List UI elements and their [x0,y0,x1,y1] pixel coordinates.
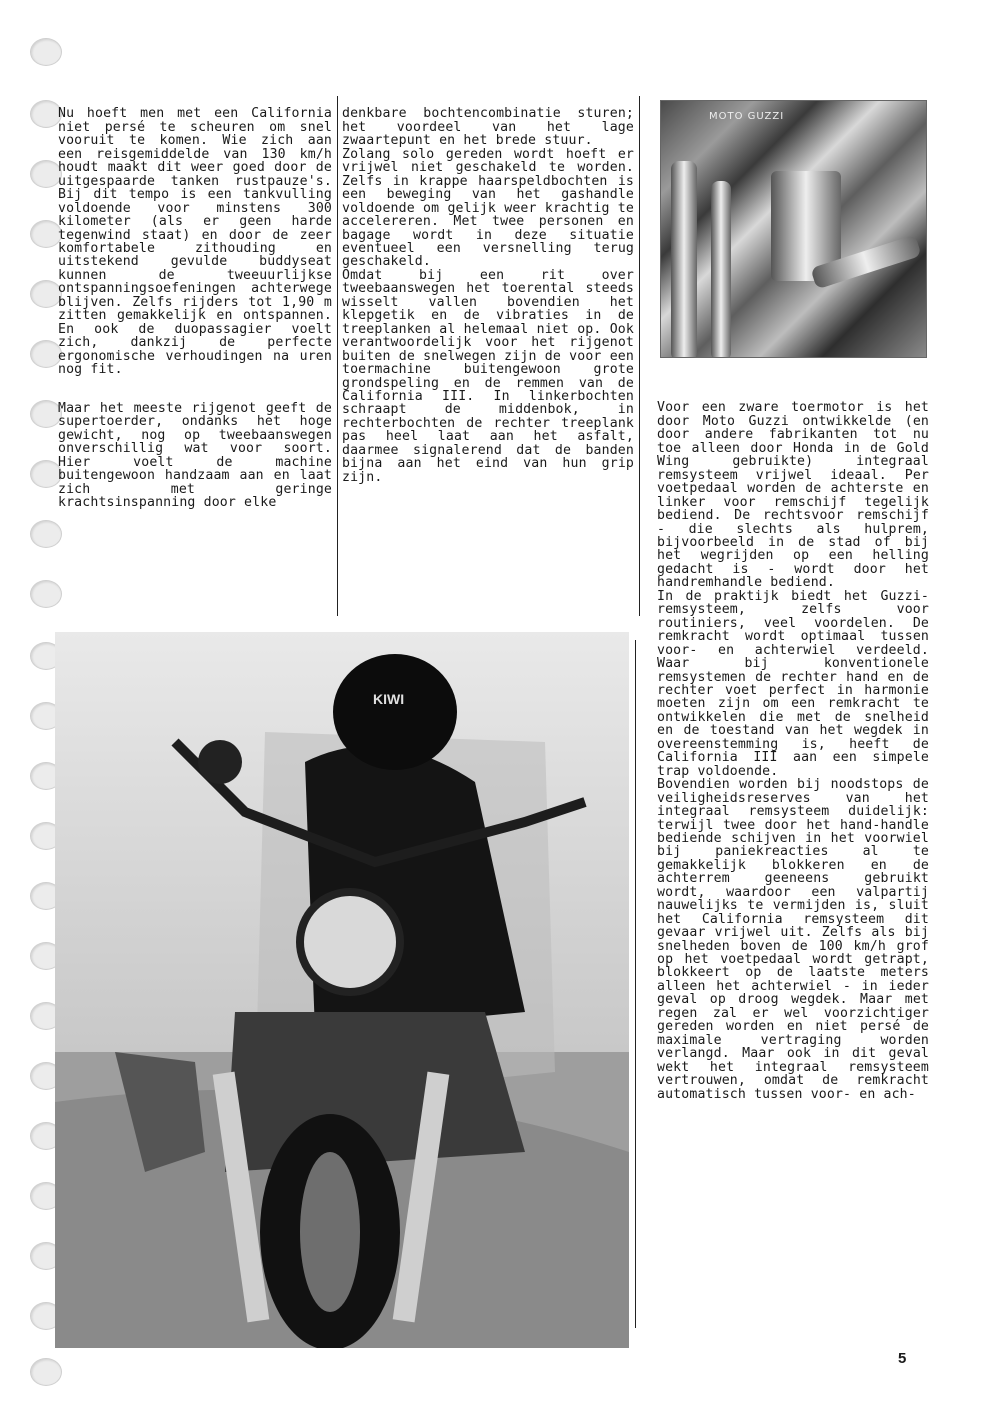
paragraph: denkbare bochtencombinatie sturen; het voordeel van het lage zwaartepunt en het brede stuur. Zolang solo gereden wordt hoeft er vrijwel niet geschakeld te worden. Zelfs in krappe haarspeldbochten is een beweging van het gashandle voldoende om gelijk weer krachtig te accelereren. Met twee personen en bagage wordt in deze situatie eventueel een versnelling terug geschakeld. Omdat bij een rit over tweebaanswegen het toerental steeds wisselt vallen bovendien het klepgetik en de vibraties in de treeplanken al helemaal niet op. Ook verantwoordelijk voor het rijgenot buiten de snelwegen zijn de voor een toermachine buitengewoon grote grondspeling en de remmen van de California III. In linkerbochten schraapt de middenbok, in rechterbochten de rechter treeplank pas heel laat aan het asfalt, daarmee signalerend dat de banden bijna aan het eind van hun grip zijn. [342,106,634,485]
paragraph: Nu hoeft men met een California niet persé te scheuren om snel vooruit te komen. Wie zich aan een reisgemiddelde van 130 km/h houdt maakt dit weer goed door de uitgespaarde tanken rustpauze's. Bij dit tempo is een tankvulling voldoende voor minstens 300 kilometer (als er geen harde tegenwind staat) en door de zeer komfortabele zithouding en uitstekend gevulde buddyseat kunnen de tweeuurlijkse ontspanningsoefeningen achterwege blijven. Zelfs rijders tot 1,90 m zitten gemakkelijk en ontspannen. En ook de duopassagier voelt zich, dankzij de perfecte ergonomische verhoudingen na uren nog fit. [58,106,332,378]
binder-hole [30,580,62,608]
column-divider [635,640,636,1328]
photo-badge-text: MOTO GUZZI [709,111,785,122]
motorcycle-illustration [55,632,629,1348]
binder-hole [30,38,62,66]
column-divider [337,96,338,616]
engine-photo [660,100,927,358]
headlight [300,892,400,992]
column-divider [639,96,640,616]
binder-hole [30,1358,62,1386]
front-wheel-hub [300,1152,360,1312]
paragraph: Voor een zware toermotor is het door Moto Guzzi ontwikkelde (en door andere fabrikanten tot nu toe alleen door Honda in de Gold Wing gebruikte) integraal remsysteem vrijwel ideaal. Per voetpedaal worden de achterste en linker voor remschijf tegelijk bediend. De rechtsvoor remschijf - die slechts als hulprem, bijvoorbeeld in de stad of bij het wegrijden op een helling gedacht is - wordt door het handremhandle bediend. In de praktijk biedt het Guzzi-remsysteem, zelfs voor routiniers, veel voordelen. De remkracht wordt optimaal tussen voor- en achterwiel verdeeld. Waar bij konventionele remsystemen de rechter hand en de rechter voet perfect in harmonie moeten zijn om een remkracht te ontwikkelen die met de snelheid en de toestand van het wegdek in overeenstemming is, heeft de California III aan een simpele trap voldoende. Bovendien worden bij noodstops de veiligheidsreserves van het integraal remsysteem duidelijk: terwijl twee door het hand-handle bediende schijven in het voorwiel bij paniekreacties al te gemakkelijk blokkeren en de achterrem geeneens gebruikt wordt, waardoor een valpartij nauwelijks te vermijden is, sluit het California remsysteem dit gevaar vrijwel uit. Zelfs als bij snelheden boven de 100 km/h grof op het voetpedaal wordt getrapt, blokkeert op de laatste meters alleen het achterwiel - in ieder geval op droog wegdek. Maar met regen zal er wel voorzichtiger gereden worden en niet persé de maximale vertraging worden verlangd. Maar ook in dit geval wekt het integraal remsysteem vertrouwen, omdat de remkracht automatisch tussen voor- en ach- [657,400,929,1102]
exhaust-pipe-shape [711,181,731,358]
article-column-2 [342,94,634,510]
article-column-3 [657,388,929,1126]
helmet-logo: KIWI [373,691,405,707]
mirror-left [198,740,242,784]
rider-helmet [333,654,457,770]
motorcycle-rider-photo [55,632,629,1348]
paragraph: Maar het meeste rijgenot geeft de supertoerder, ondanks het hoge gewicht, nog op tweebaanswegen onverschillig wat voor soort. Hier voelt de machine buitengewoon handzaam aan en laat zich met geringe krachtsinspanning door elke [58,400,332,511]
page-number: 5 [898,1350,907,1367]
exhaust-pipe-shape [671,161,697,358]
article-column-1 [58,94,332,535]
